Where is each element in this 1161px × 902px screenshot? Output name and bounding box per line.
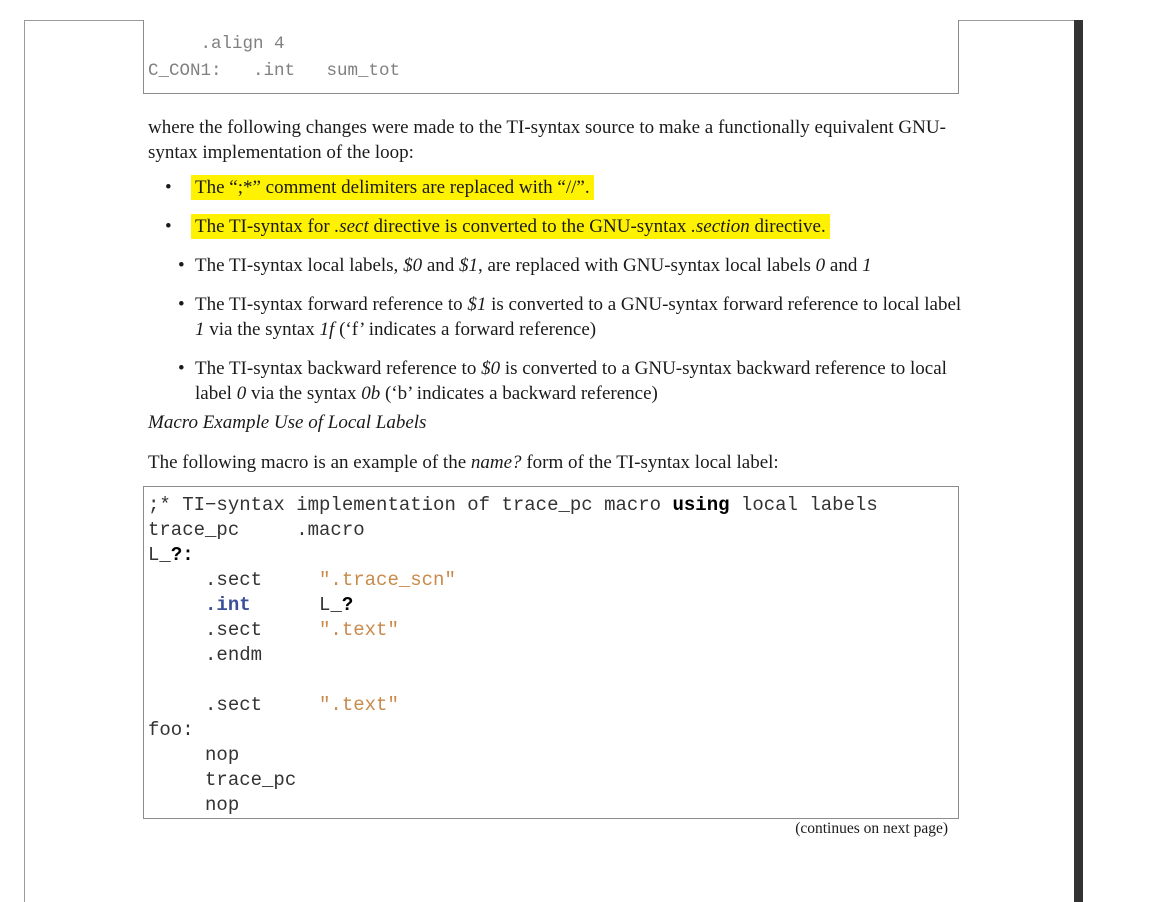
code-line: foo: (148, 719, 194, 741)
code-line: .sect ".trace_scn" (148, 569, 456, 591)
highlight: • The TI-syntax for .sect directive is converted to the GNU-syntax .section directive. (191, 214, 830, 239)
section-heading: Macro Example Use of Local Labels (148, 412, 427, 433)
macro-intro-paragraph: The following macro is an example of the name? form of the TI-syntax local label: (148, 452, 779, 473)
list-item: • The TI-syntax backward reference to $0 is converted to a GNU-syntax backward reference to local label 0 via the syntax 0b (‘b’ indicates a backward reference) (178, 358, 947, 404)
bullet-icon: • (178, 358, 185, 379)
highlight: • The “;*” comment delimiters are replaced with “//”. (191, 175, 594, 200)
code-line: .int L_? (205, 594, 354, 616)
intro-paragraph: where the following changes were made to the TI-syntax source to make a functionally equivalent GNU-syntax implementation of the loop: (148, 117, 946, 163)
bullet-icon: • (178, 294, 185, 315)
code-line: ;* TI−syntax implementation of trace_pc macro using local labels (148, 494, 878, 516)
code-line: C_CON1: .int sum_tot (148, 61, 401, 81)
code-line: nop (148, 744, 240, 766)
code-line: trace_pc .macro (148, 519, 365, 541)
code-line (148, 668, 958, 693)
list-item (165, 175, 968, 200)
code-block-top (143, 20, 959, 94)
list-item: • The TI-syntax local labels, $0 and $1, are replaced with GNU-syntax local labels 0 and 1 (178, 255, 872, 276)
bullet-icon: • (165, 216, 172, 237)
code-line: trace_pc (148, 769, 297, 791)
list-item: • The TI-syntax forward reference to $1 is converted to a GNU-syntax forward reference to local label 1 via the syntax 1f (‘f’ indicates a forward reference) (178, 294, 962, 340)
continues-note: (continues on next page) (795, 820, 948, 837)
code-line: nop (148, 794, 240, 816)
changes-list (165, 175, 968, 420)
bullet-icon: • (165, 177, 172, 198)
bullet-icon: • (178, 255, 185, 276)
code-block-macro (143, 486, 959, 819)
list-item (165, 214, 968, 239)
code-line: .sect ".text" (148, 694, 399, 716)
code-line: .endm (148, 644, 263, 666)
code-line: L_?: (148, 544, 194, 566)
code-line: .sect ".text" (148, 619, 399, 641)
code-line: .align 4 (148, 34, 285, 54)
